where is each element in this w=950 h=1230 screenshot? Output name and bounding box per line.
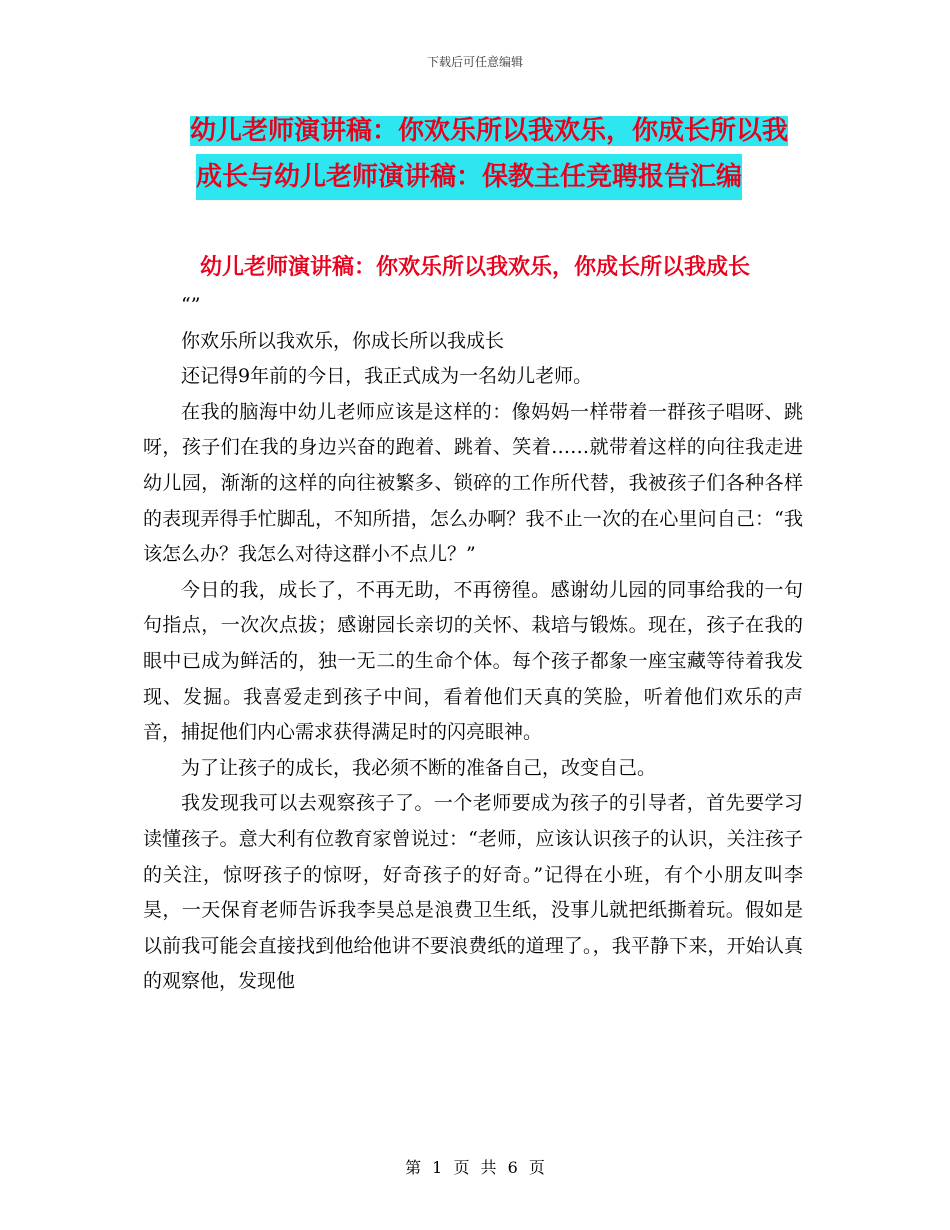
page-header-note: 下载后可任意编辑 <box>426 55 523 69</box>
paragraph: 还记得9年前的今日，我正式成为一名幼儿老师。 <box>181 365 593 388</box>
paragraph: 为了让孩子的成长，我必须不断的准备自己，改变自己。 <box>181 756 657 779</box>
main-title-line-1: 幼儿老师演讲稿：你欢乐所以我欢乐，你成长所以我 <box>190 116 789 146</box>
document-body <box>143 288 803 1000</box>
paragraph: 我发现我可以去观察孩子了。一个老师要成为孩子的引导者，首先要学习读懂孩子。意大利有位教育家曾说过：“老师，应该认识孩子的认识，关注孩子的关注，惊呀孩子的惊呀，好奇孩子的好奇。”记得在小班，有个小朋友叫李昊，一天保育老师告诉我李昊总是浪费卫生纸，没事儿就把纸撕着玩。假如是以前我可能会直接找到他给他讲不要浪费纸的道理了。，我平静下来，开始认真的观察他，发现他 <box>143 792 803 993</box>
paragraph-speech-title: 你欢乐所以我欢乐，你成长所以我成长 <box>181 329 505 352</box>
main-title-line-2: 成长与幼儿老师演讲稿：保教主任竞聘报告汇编 <box>196 154 742 200</box>
paragraph: 今日的我，成长了，不再无助，不再徬徨。感谢幼儿园的同事给我的一句句指点，一次次点拔；感谢园长亲切的关怀、栽培与锻炼。现在，孩子在我的眼中已成为鲜活的，独一无二的生命个体。每个孩子都象一座宝藏等待着我发现、发掘。我喜爱走到孩子中间，看着他们天真的笑脸，听着他们欢乐的声音，捕捉他们内心需求获得满足时的闪亮眼神。 <box>143 578 803 744</box>
paragraph: 在我的脑海中幼儿老师应该是这样的：像妈妈一样带着一群孩子唱呀、跳呀，孩子们在我的身边兴奋的跑着、跳着、笑着……就带着这样的向往我走进幼儿园，渐渐的这样的向往被繁多、锁碎的工作所代替，我被孩子们各种各样的表现弄得手忙脚乱，不知所措，怎么办啊？我不止一次的在心里问自己：“我该怎么办？我怎么对待这群小不点儿？” <box>143 400 803 566</box>
document-main-title <box>190 108 810 200</box>
paragraph-quote-marks: “” <box>181 294 201 316</box>
page-footer: 第 1 页 共 6 页 <box>405 1158 545 1177</box>
section-title: 幼儿老师演讲稿：你欢乐所以我欢乐，你成长所以我成长 <box>199 255 750 280</box>
